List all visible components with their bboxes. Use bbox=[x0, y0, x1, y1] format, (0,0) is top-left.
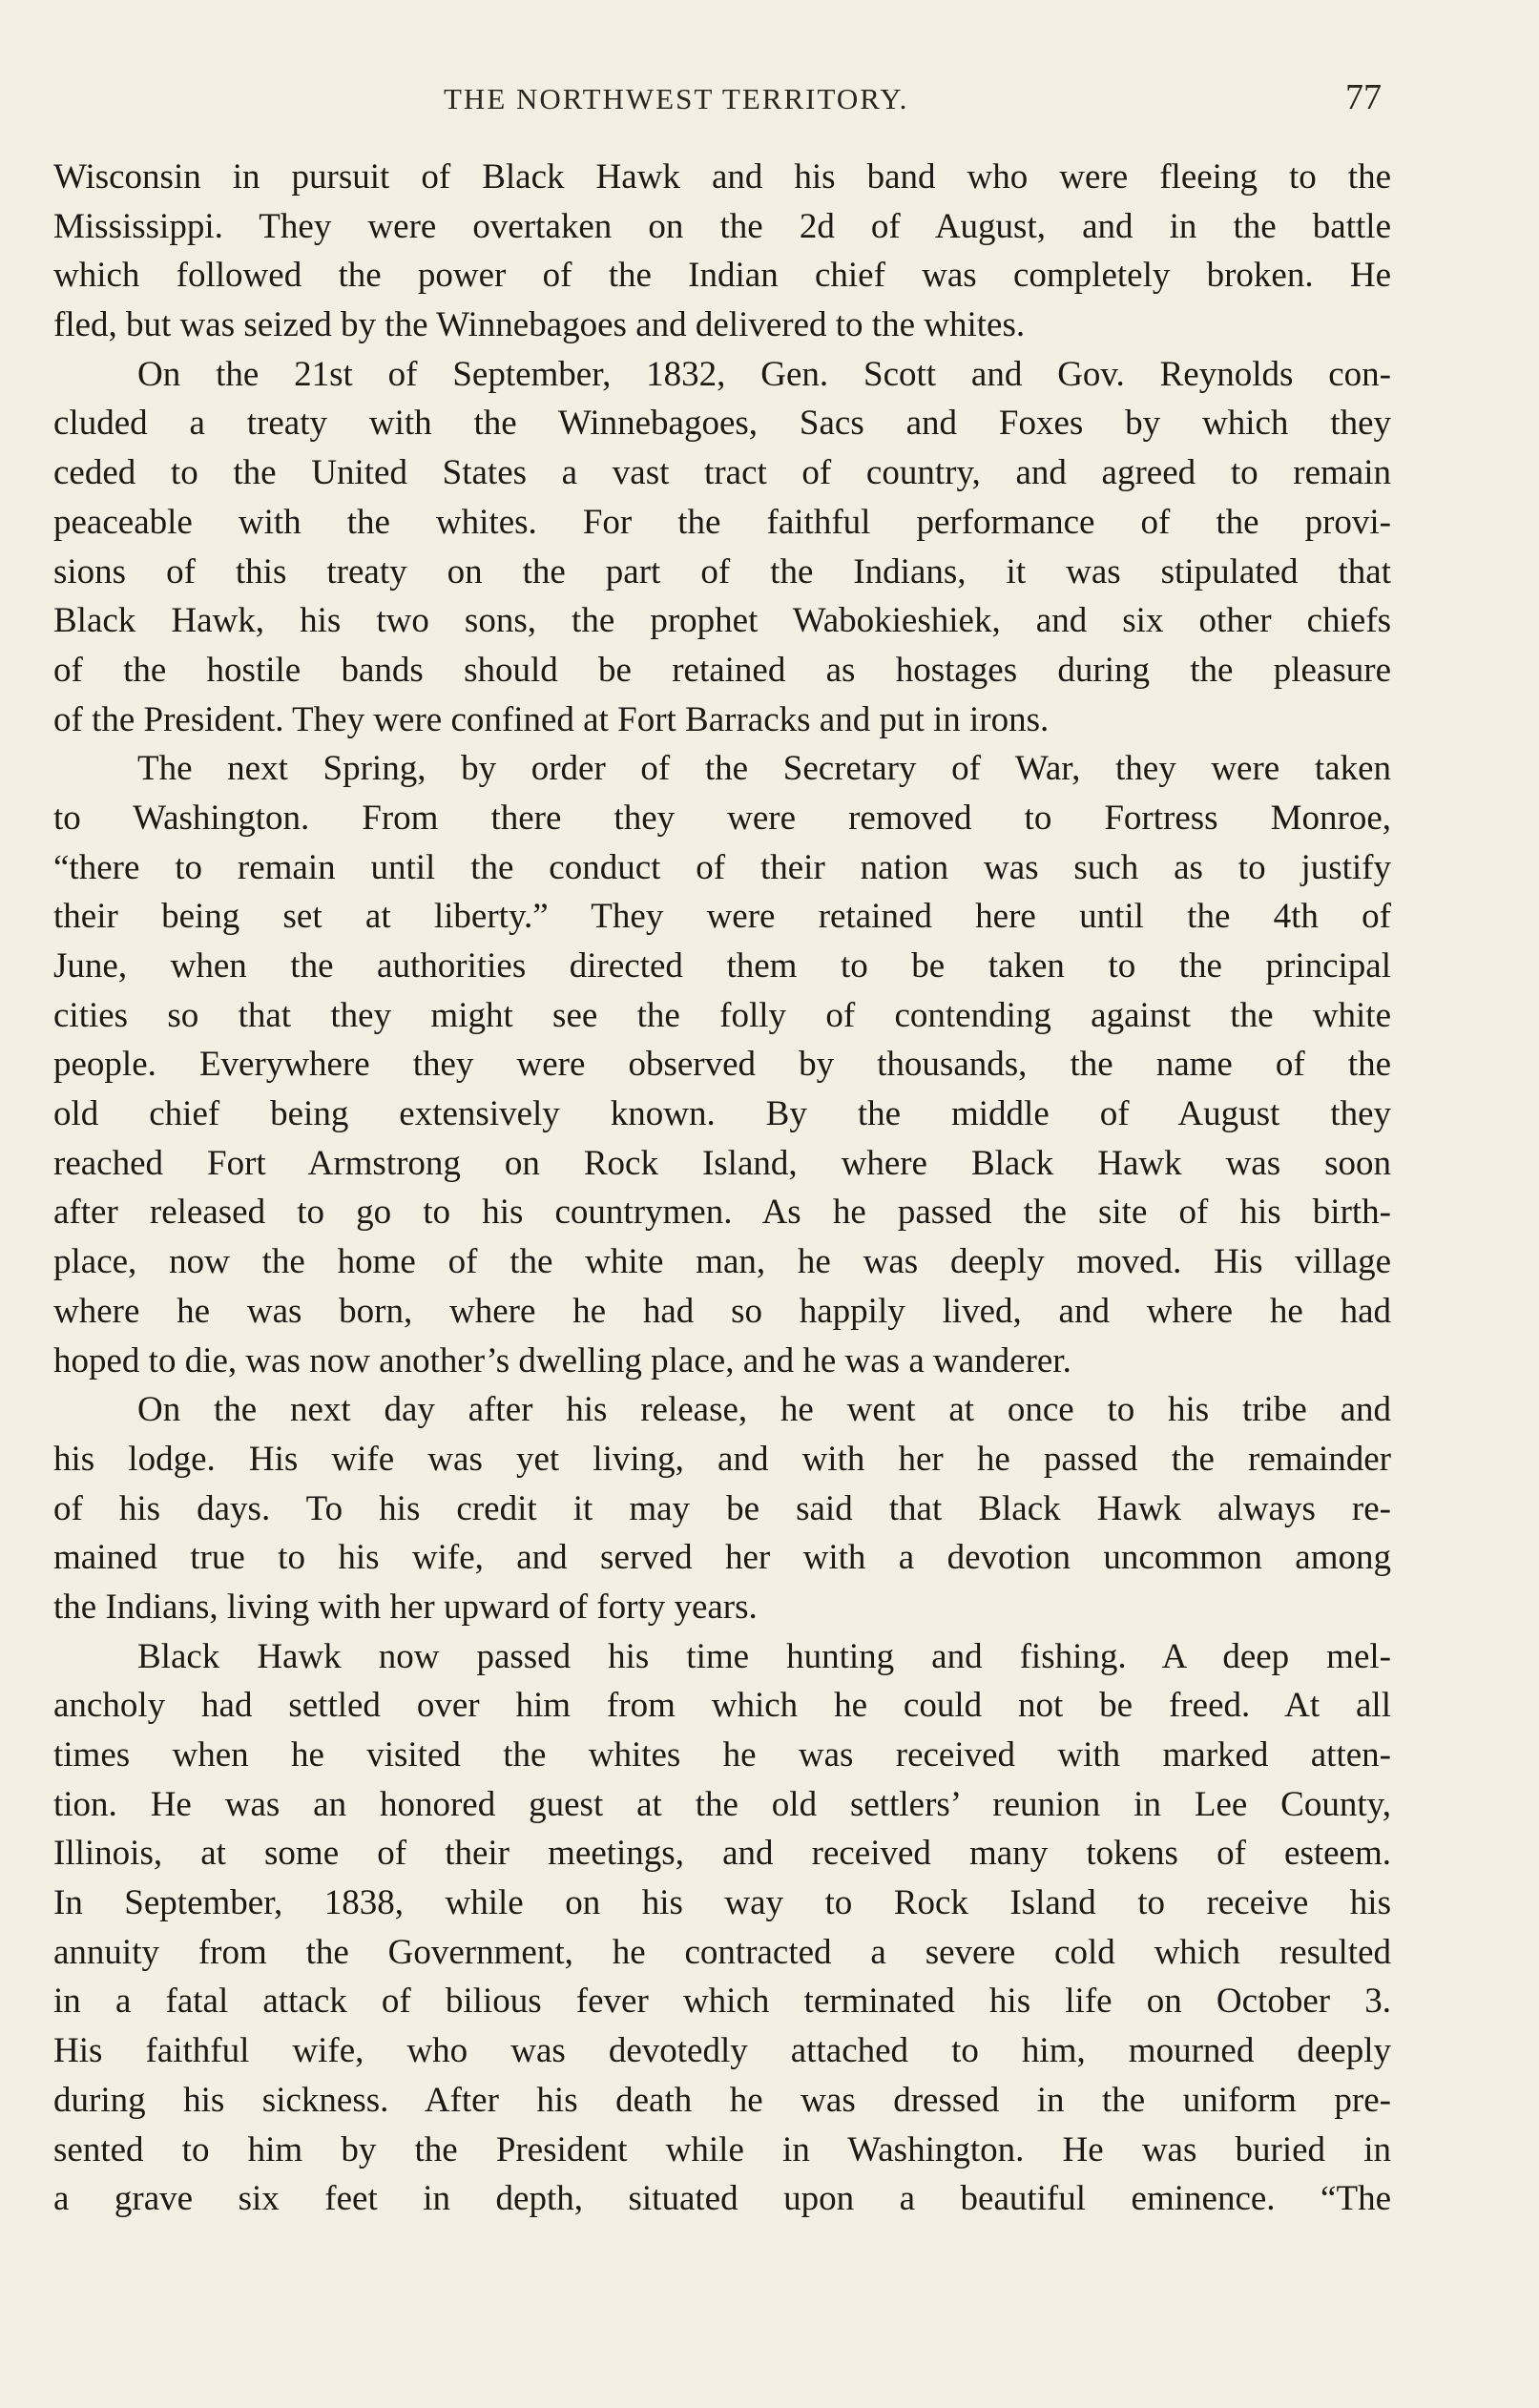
page-header bbox=[0, 76, 1539, 122]
text-line: ceded to the United States a vast tract of country, and agreed to remain bbox=[53, 453, 1391, 493]
text-line: reached Fort Armstrong on Rock Island, where Black Hawk was soon bbox=[53, 1143, 1391, 1183]
text-line: Black Hawk now passed his time hunting and fishing. A deep mel- bbox=[137, 1636, 1391, 1676]
text-line: cluded a treaty with the Winnebagoes, Sacs and Foxes by which they bbox=[53, 404, 1391, 444]
text-line: His faithful wife, who was devotedly attached to him, mourned deeply bbox=[53, 2031, 1391, 2071]
paragraph bbox=[53, 744, 1391, 1385]
text-line: to Washington. From there they were removed to Fortress Monroe, bbox=[53, 798, 1391, 838]
text-line: of his days. To his credit it may be said that Black Hawk always re- bbox=[53, 1488, 1391, 1528]
text-line: in a fatal attack of bilious fever which terminated his life on October 3. bbox=[53, 1982, 1391, 2022]
text-line: his lodge. His wife was yet living, and with her he passed the remainder bbox=[53, 1439, 1391, 1479]
text-line: In September, 1838, while on his way to Rock Island to receive his bbox=[53, 1883, 1391, 1923]
text-line: where he was born, where he had so happily lived, and where he had bbox=[53, 1291, 1391, 1331]
body-text bbox=[53, 153, 1391, 2224]
text-line: mained true to his wife, and served her with a devotion uncommon among bbox=[53, 1538, 1391, 1578]
text-line: people. Everywhere they were observed by thousands, the name of the bbox=[53, 1045, 1391, 1085]
running-head: THE NORTHWEST TERRITORY. bbox=[444, 82, 909, 115]
text-line: peaceable with the whites. For the faithful performance of the provi- bbox=[53, 502, 1391, 542]
text-line: annuity from the Government, he contracted a severe cold which resulted bbox=[53, 1932, 1391, 1972]
text-line: old chief being extensively known. By the middle of August they bbox=[53, 1094, 1391, 1134]
text-line: after released to go to his countrymen. As he passed the site of his birth- bbox=[53, 1193, 1391, 1233]
text-line: of the President. They were confined at Fort Barracks and put in irons. bbox=[53, 699, 1050, 739]
text-line: hoped to die, was now another’s dwelling place, and he was a wanderer. bbox=[53, 1340, 1071, 1380]
text-line: “there to remain until the conduct of their nation was such as to justify bbox=[53, 847, 1391, 887]
text-line: which followed the power of the Indian chief was completely broken. He bbox=[53, 256, 1391, 296]
text-line: tion. He was an honored guest at the old settlers’ reunion in Lee County, bbox=[53, 1784, 1391, 1824]
text-line: a grave six feet in depth, situated upon a beautiful eminence. “The bbox=[53, 2179, 1391, 2219]
text-line: place, now the home of the white man, he was deeply moved. His village bbox=[53, 1242, 1391, 1282]
text-line: cities so that they might see the folly of contending against the white bbox=[53, 995, 1391, 1035]
page-number: 77 bbox=[1345, 77, 1382, 117]
paragraph bbox=[53, 350, 1391, 745]
paragraph bbox=[53, 1385, 1391, 1631]
text-line: On the next day after his release, he went at once to his tribe and bbox=[137, 1390, 1391, 1430]
text-line: On the 21st of September, 1832, Gen. Scott and Gov. Reynolds con- bbox=[137, 354, 1391, 394]
text-line: ancholy had settled over him from which he could not be freed. At all bbox=[53, 1686, 1391, 1726]
text-line: their being set at liberty.” They were retained here until the 4th of bbox=[53, 897, 1391, 937]
text-line: of the hostile bands should be retained as hostages during the pleasure bbox=[53, 650, 1391, 690]
paragraph bbox=[53, 153, 1391, 350]
text-line: June, when the authorities directed them to be taken to the principal bbox=[53, 946, 1391, 986]
text-line: fled, but was seized by the Winnebagoes and delivered to the whites. bbox=[53, 305, 1026, 345]
text-line: Illinois, at some of their meetings, and received many tokens of esteem. bbox=[53, 1834, 1391, 1874]
text-line: the Indians, living with her upward of forty years. bbox=[53, 1587, 758, 1627]
text-line: Mississippi. They were overtaken on the 2d of August, and in the battle bbox=[53, 206, 1391, 246]
text-line: sions of this treaty on the part of the Indians, it was stipulated that bbox=[53, 551, 1391, 592]
text-line: Black Hawk, his two sons, the prophet Wabokieshiek, and six other chiefs bbox=[53, 601, 1391, 641]
text-line: sented to him by the President while in Washington. He was buried in bbox=[53, 2129, 1391, 2169]
paragraph bbox=[53, 1632, 1391, 2224]
text-line: during his sickness. After his death he was dressed in the uniform pre- bbox=[53, 2080, 1391, 2120]
text-line: The next Spring, by order of the Secretary of War, they were taken bbox=[137, 749, 1391, 789]
text-line: times when he visited the whites he was received with marked atten- bbox=[53, 1735, 1391, 1775]
text-line: Wisconsin in pursuit of Black Hawk and his band who were fleeing to the bbox=[53, 157, 1391, 197]
